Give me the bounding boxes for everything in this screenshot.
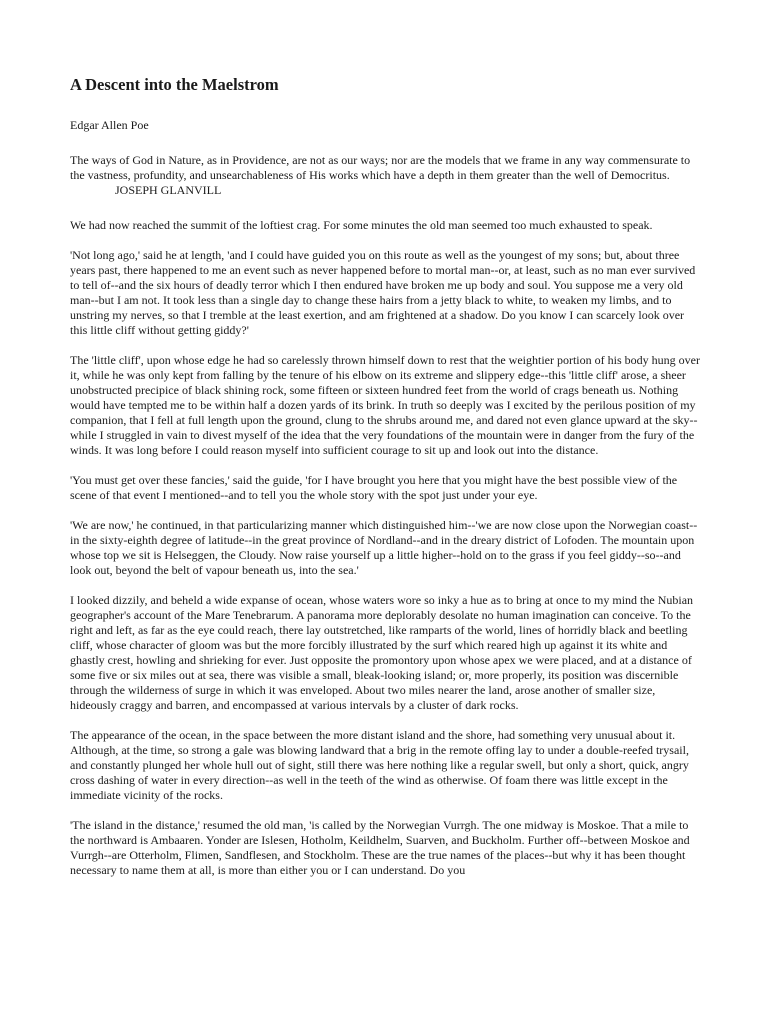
document-page	[70, 74, 702, 893]
paragraph: The appearance of the ocean, in the space between the more distant island and the shore, had something very unusual about it. Although, at the time, so strong a gale was blowing landward that a brig in the remote offing lay to under a double-reefed trysail, and constantly plunged her whole hull out of sight, still there was here nothing like a regular swell, but only a short, quick, angry cross dashing of water in every direction--as well in the teeth of the wind as otherwise. Of foam there was little except in the immediate vicinity of the rocks.	[70, 728, 689, 802]
paragraph: We had now reached the summit of the loftiest crag. For some minutes the old man seemed too much exhausted to speak.	[70, 218, 653, 232]
paragraph: The 'little cliff', upon whose edge he had so carelessly thrown himself down to rest that the weightier portion of his body hung over it, while he was only kept from falling by the tenure of his elbow on its extreme and slippery edge--this 'little cliff' arose, a sheer unobstructed precipice of black shining rock, some fifteen or sixteen hundred feet from the world of crags beneath us. Nothing would have tempted me to be within half a dozen yards of its brink. In truth so deeply was I excited by the perilous position of my companion, that I fell at full length upon the ground, clung to the shrubs around me, and dared not even glance upward at the sky--while I struggled in vain to divest myself of the idea that the very foundations of the mountain were in danger from the fury of the winds. It was long before I could reason myself into sufficient courage to sit up and look out into the distance.	[70, 353, 700, 457]
author-line: Edgar Allen Poe	[70, 118, 149, 132]
document-title: A Descent into the Maelstrom	[70, 75, 279, 94]
epigraph-attribution: JOSEPH GLANVILL	[115, 183, 222, 197]
paragraph: I looked dizzily, and beheld a wide expanse of ocean, whose waters wore so inky a hue as to bring at once to my mind the Nubian geographer's account of the Mare Tenebrarum. A panorama more deplorably desolate no human imagination can conceive. To the right and left, as far as the eye could reach, there lay outstretched, like ramparts of the world, lines of horridly black and beetling cliff, whose character of gloom was but the more forcibly illustrated by the surf which reared high up against it its white and ghastly crest, howling and shrieking for ever. Just opposite the promontory upon whose apex we were placed, and at a distance of some five or six miles out at sea, there was visible a small, bleak-looking island; or, more properly, its position was discernible through the wilderness of surge in which it was enveloped. About two miles nearer the land, arose another of smaller size, hideously craggy and barren, and encompassed at various intervals by a cluster of dark rocks.	[70, 593, 694, 712]
paragraph: 'The island in the distance,' resumed the old man, 'is called by the Norwegian Vurrgh. The one midway is Moskoe. That a mile to the northward is Ambaaren. Yonder are Islesen, Hotholm, Keildhelm, Suarven, and Buckholm. Further off--between Moskoe and Vurrgh--are Otterholm, Flimen, Sandflesen, and Stockholm. These are the true names of the places--but why it has been thought necessary to name them at all, is more than either you or I can understand. Do you	[70, 818, 690, 877]
paragraph: 'We are now,' he continued, in that particularizing manner which distinguished him--'we are now close upon the Norwegian coast--in the sixty-eighth degree of latitude--in the great province of Nordland--and in the dreary district of Lofoden. The mountain upon whose top we sit is Helseggen, the Cloudy. Now raise yourself up a little higher--hold on to the grass if you feel giddy--so--and look out, beyond the belt of vapour beneath us, into the sea.'	[70, 518, 698, 577]
paragraph: 'You must get over these fancies,' said the guide, 'for I have brought you here that you might have the best possible view of the scene of that event I mentioned--and to tell you the whole story with the spot just under your eye.	[70, 473, 678, 502]
paragraph: 'Not long ago,' said he at length, 'and I could have guided you on this route as well as the youngest of my sons; but, about three years past, there happened to me an event such as never happened before to mortal man--or, at least, such as no man ever survived to tell of--and the six hours of deadly terror which I then endured have broken me up body and soul. You suppose me a very old man--but I am not. It took less than a single day to change these hairs from a jetty black to white, to weaken my limbs, and to unstring my nerves, so that I tremble at the least exertion, and am frightened at a shadow. Do you know I can scarcely look over this little cliff without getting giddy?'	[70, 248, 696, 337]
epigraph: The ways of God in Nature, as in Providence, are not as our ways; nor are the models that we frame in any way commensurate to the vastness, profundity, and unsearchableness of His works which have a depth in them greater than the well of Democritus.	[70, 153, 691, 182]
